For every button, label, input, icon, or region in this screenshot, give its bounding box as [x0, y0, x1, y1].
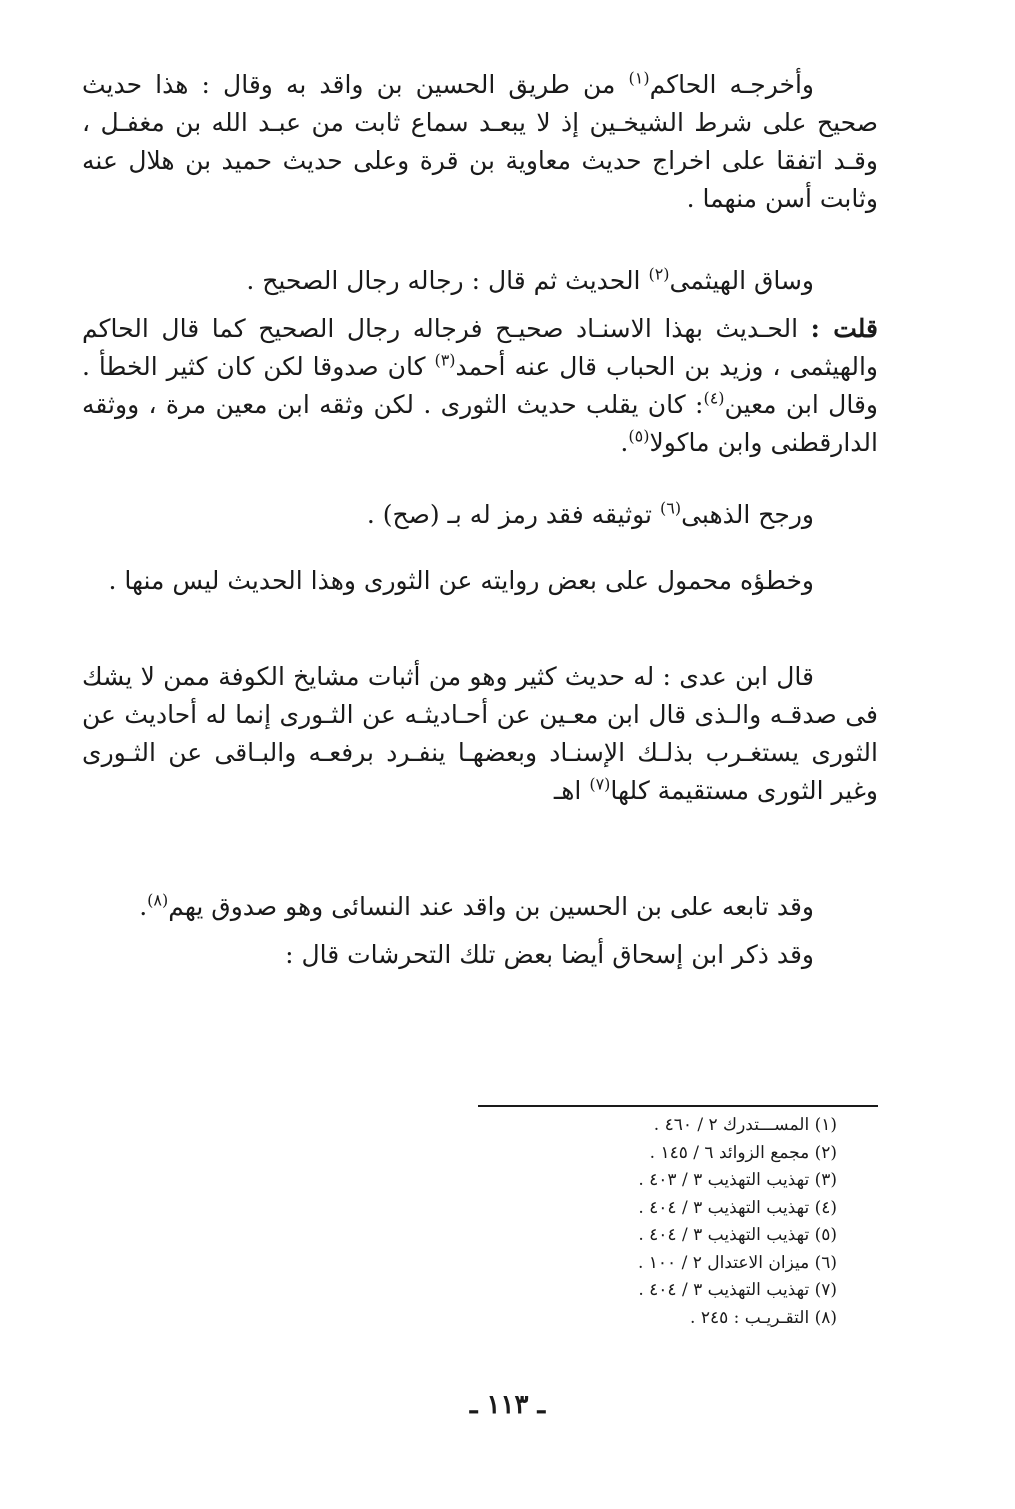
footnote-ref: (٦) [659, 498, 682, 518]
paragraph-ibn-adi [82, 658, 878, 810]
text-span: اهـ [553, 776, 590, 805]
footnote-ref: (٣) [434, 350, 456, 370]
paragraph-ibn-ishaq [82, 936, 878, 974]
text-span: توثيقه فقد رمز له بـ (صح) . [366, 500, 660, 529]
footnote-ref: (٤) [703, 388, 725, 408]
footnote-ref: (٥) [628, 426, 650, 446]
footnote-ref: (٢) [648, 264, 670, 284]
text-span: وأخرجـه الحاكم [649, 70, 814, 99]
qultu-label: قلت : [810, 314, 878, 343]
footnotes [437, 1112, 837, 1332]
text-span: قال ابن عدى : له حديث كثير وهو من أثبات مشايخ الكوفة ممن لا يشك فى صدقـه والـذى قال ابن معـين عن أحـاديثـه عن الثـورى إنما له أحاديث عن الثورى يستغـرب بذلـك الإسنـاد وبعضهـا ينفـرد برفعـه والبـاقى عن الثـورى وغير الثورى مستقيمة كلها [82, 662, 878, 805]
footnote-item: (٦) ميزان الاعتدال ٢ / ١٠٠ . [637, 1252, 837, 1273]
footnote-divider [478, 1105, 878, 1107]
text-span: : كان يقلب حديث الثورى . لكن وثقه ابن معين مرة ، ووثقه الدارقطنى وابن ماكولا [82, 390, 878, 457]
text-span: كان صدوقا لكن كان كثير الخطأ . وقال ابن معين [82, 352, 878, 419]
text-span: . [139, 892, 148, 921]
paragraph-dhahabi [82, 496, 878, 534]
page-number: ـ ١١٣ ـ [469, 1390, 546, 1420]
footnote-item: (٤) تهذيب التهذيب ٣ / ٤٠٤ . [638, 1197, 837, 1218]
paragraph-hakim [82, 66, 878, 218]
footnote-item: (٥) تهذيب التهذيب ٣ / ٤٠٤ . [638, 1225, 837, 1245]
paragraph-khatauhu [82, 562, 878, 600]
text-span: ورجح الذهبى [681, 500, 814, 529]
text-span: . [620, 428, 629, 457]
text-span: وقد تابعه على بن الحسين بن واقد عند النسائى وهو صدوق يهم [168, 892, 814, 921]
footnote-item: (٣) تهذيب التهذيب ٣ / ٤٠٣ . [638, 1170, 837, 1190]
text-span: وساق الهيثمى [669, 266, 814, 295]
footnote-item: (٢) مجمع الزوائد ٦ / ١٤٥ . [649, 1142, 837, 1163]
text-span: الحديث ثم قال : رجاله رجال الصحيح . [246, 266, 649, 295]
footnote-item: (٨) التقـريـب : ٢٤٥ . [690, 1307, 837, 1328]
text-span: الحـديث بهذا الاسنـاد صحيـح فرجاله رجال الصحيح كما قال الحاكم والهيثمى ، وزيد بن الحباب قال عنه أحمد [82, 314, 878, 381]
text-span: وقد ذكر ابن إسحاق أيضا بعض تلك التحرشات قال : [285, 940, 814, 969]
footnote-ref: (٨) [147, 890, 169, 910]
text-span: وخطؤه محمول على بعض روايته عن الثورى وهذا الحديث ليس منها . [108, 566, 814, 595]
footnote-ref: (١) [628, 68, 650, 88]
footnote-ref: (٧) [589, 774, 611, 794]
paragraph-tabaahu [82, 888, 878, 926]
paragraph-haythami [82, 262, 878, 300]
footnote-item: (٧) تهذيب التهذيب ٣ / ٤٠٤ . [638, 1280, 837, 1300]
text-span: من طريق الحسين بن واقد به وقال : هذا حديث صحيح على شرط الشيخـين إذ لا يبعـد سماع ثابت من عبـد الله بن مغفـل ، وقـد اتفقا على اخراج حديث معاوية بن قرة وعلى حديث حميد بن هلال عنه وثابت أسن منهما . [82, 70, 878, 213]
footnote-item: (١) المســـتدرك ٢ / ٤٦٠ . [653, 1115, 837, 1135]
paragraph-qultu [82, 310, 878, 462]
